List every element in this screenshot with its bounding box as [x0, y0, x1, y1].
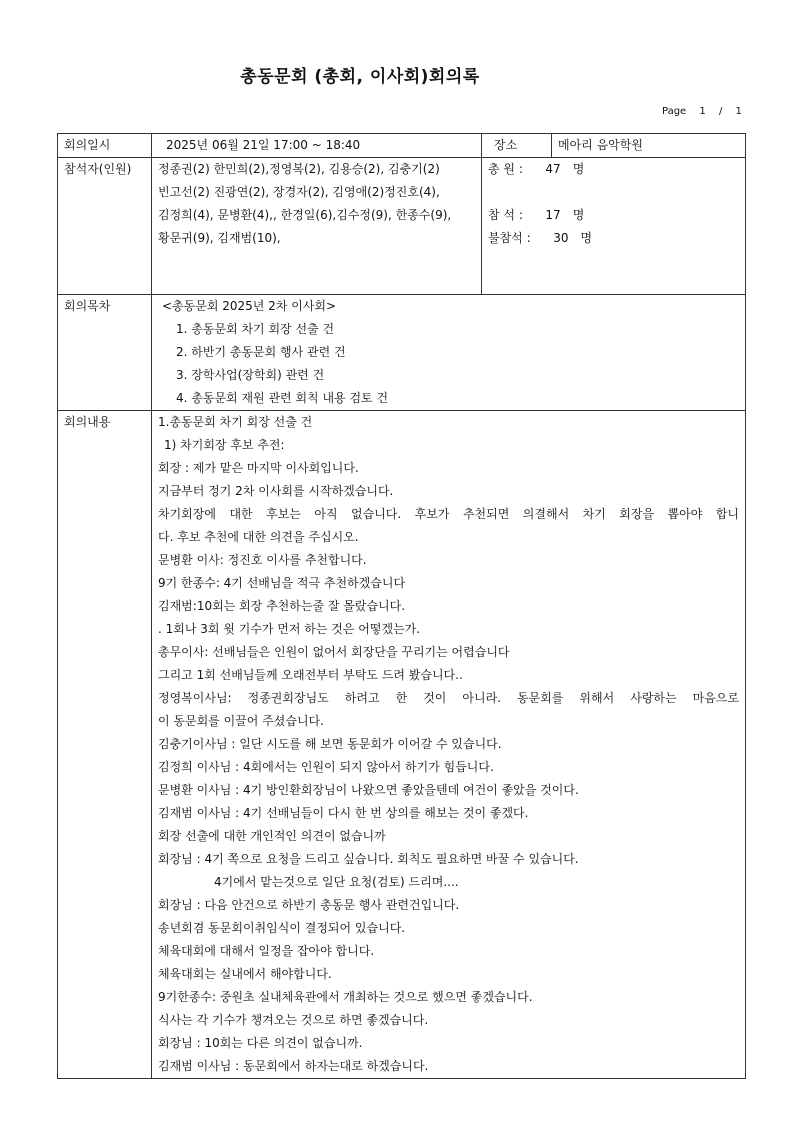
- place-label: 장소: [482, 134, 552, 158]
- attend-unit: 명: [572, 208, 585, 222]
- content-line: 회장님 : 4기 쪽으로 요청을 드리고 싶습니다. 회칙도 필요하면 바꿀 수 있습니다.: [158, 852, 579, 866]
- content-line: 김충기이사님 : 일단 시도를 해 보면 동문회가 이어갈 수 있습니다.: [158, 737, 502, 751]
- agenda-label: 회의목차: [58, 295, 152, 411]
- content-line: 이 동문회를 이끌어 주셨습니다.: [158, 714, 324, 728]
- absent-label: 불참석 :: [488, 231, 531, 245]
- place-value: 메아리 음악학원: [552, 134, 746, 158]
- content-line: 9기 한종수: 4기 선배님을 적극 추천하겠습니다: [158, 576, 406, 590]
- attendees-row: [58, 158, 746, 295]
- content-line: 차기회장에 대한 후보는 아직 없습니다. 후보가 추천되면 의결해서 차기 회장을 뽑아야 합니: [158, 507, 739, 521]
- content-line: 김재범:10회는 회장 추천하는줄 잘 몰랐습니다.: [158, 599, 406, 613]
- date-value: 2025년 06월 21일 17:00 ~ 18:40: [152, 134, 482, 158]
- absent-count: [488, 227, 739, 250]
- page-number: [662, 106, 748, 117]
- page-current: 1: [699, 106, 706, 117]
- content-line: 회장님 : 10회는 다른 의견이 없습니까.: [158, 1036, 363, 1050]
- attendee-line: 황문귀(9), 김재범(10),: [158, 231, 281, 245]
- content-line: 회장님 : 다음 안건으로 하반기 총동문 행사 관련건입니다.: [158, 898, 460, 912]
- agenda-list: [152, 295, 746, 411]
- page-separator: /: [718, 106, 723, 117]
- minutes-table: [57, 133, 746, 1079]
- meeting-content: [152, 411, 746, 1079]
- total-count: [488, 158, 739, 181]
- content-line: 1.총동문회 차기 회장 선출 건: [158, 415, 313, 429]
- content-line: 1) 차기회장 후보 추전:: [164, 438, 285, 452]
- content-line: 김정희 이사님 : 4회에서는 인원이 되지 않아서 하기가 힘듭니다.: [158, 760, 494, 774]
- attendance-counts: [482, 158, 746, 295]
- attendees-label: 참석자(인원): [58, 158, 152, 295]
- attend-value: 17: [545, 208, 561, 222]
- agenda-item: 2. 하반기 총동문회 행사 관련 건: [176, 345, 346, 359]
- agenda-item: 3. 장학사업(장학회) 관련 건: [176, 368, 325, 382]
- meeting-date-row: [58, 134, 746, 158]
- attendee-line: 빈고선(2) 진광연(2), 장경자(2), 김영애(2)정진호(4),: [158, 185, 440, 199]
- content-line: 송년회겸 동문회이취임식이 결정되어 있습니다.: [158, 921, 406, 935]
- agenda-item: 4. 총동문회 재원 관련 회칙 내용 검토 건: [176, 391, 389, 405]
- content-label: 회의내용: [58, 411, 152, 1079]
- content-line: 그리고 1회 선배님들께 오래전부터 부탁도 드려 봤습니다..: [158, 668, 463, 682]
- content-line: 체육대회는 실내에서 해야합니다.: [158, 967, 332, 981]
- content-line: 9기한종수: 중원초 실내체육관에서 개최하는 것으로 했으면 좋겠습니다.: [158, 990, 533, 1004]
- agenda-row: [58, 295, 746, 411]
- attend-count: [488, 204, 739, 227]
- content-line: 다. 후보 추천에 대한 의견을 주십시오.: [158, 530, 359, 544]
- agenda-heading: <총동문회 2025년 2차 이사회>: [162, 299, 337, 313]
- attendee-line: 정종권(2) 한민희(2),정영복(2), 김용승(2), 김충기(2): [158, 162, 440, 176]
- content-line: 문병환 이사님 : 4기 방인환회장님이 나왔으면 좋았을텐데 여건이 좋았을 것이다.: [158, 783, 579, 797]
- total-value: 47: [545, 162, 561, 176]
- total-label: 총 원 :: [488, 162, 523, 176]
- attendee-line: 김정희(4), 문병환(4),, 한경일(6),김수정(9), 한종수(9),: [158, 208, 452, 222]
- agenda-item: 1. 총동문회 차기 회장 선출 건: [176, 322, 335, 336]
- total-unit: 명: [572, 162, 585, 176]
- page-label: Page: [662, 106, 687, 117]
- content-line: 문병환 이사: 정진호 이사를 추천합니다.: [158, 553, 367, 567]
- content-line: 회장 선출에 대한 개인적인 의견이 없습니까: [158, 829, 386, 843]
- attend-label: 참 석 :: [488, 208, 523, 222]
- content-line: 총무이사: 선배님들은 인원이 없어서 회장단을 꾸리기는 어렵습니다: [158, 645, 510, 659]
- absent-unit: 명: [580, 231, 593, 245]
- content-line: 회장 : 제가 맡은 마지막 이사회입니다.: [158, 461, 359, 475]
- date-label: 회의일시: [58, 134, 152, 158]
- content-line: 김재범 이사님 : 동문회에서 하자는대로 하겠습니다.: [158, 1059, 429, 1073]
- content-line: 지금부터 정기 2차 이사회를 시작하겠습니다.: [158, 484, 394, 498]
- content-line: 식사는 각 기수가 챙겨오는 것으로 하면 좋겠습니다.: [158, 1013, 429, 1027]
- document-title: 총동문회 (총회, 이사회)회의록: [240, 67, 480, 87]
- content-line: 김재범 이사님 : 4기 선배님들이 다시 한 번 상의를 해보는 것이 좋겠다.: [158, 806, 529, 820]
- attendee-list: [152, 158, 482, 295]
- content-row: [58, 411, 746, 1079]
- content-line: 체육대회에 대해서 일정을 잡아야 합니다.: [158, 944, 375, 958]
- absent-value: 30: [553, 231, 569, 245]
- content-line: 4기에서 맡는것으로 일단 요청(검토) 드리며....: [214, 875, 459, 889]
- content-line: . 1회나 3회 윗 기수가 먼저 하는 것은 어떻겠는가.: [158, 622, 421, 636]
- page-total: 1: [735, 106, 742, 117]
- content-line: 정영복이사님: 정종권회장님도 하려고 한 것이 아니라. 동문회를 위해서 사랑하는 마음으로: [158, 691, 739, 705]
